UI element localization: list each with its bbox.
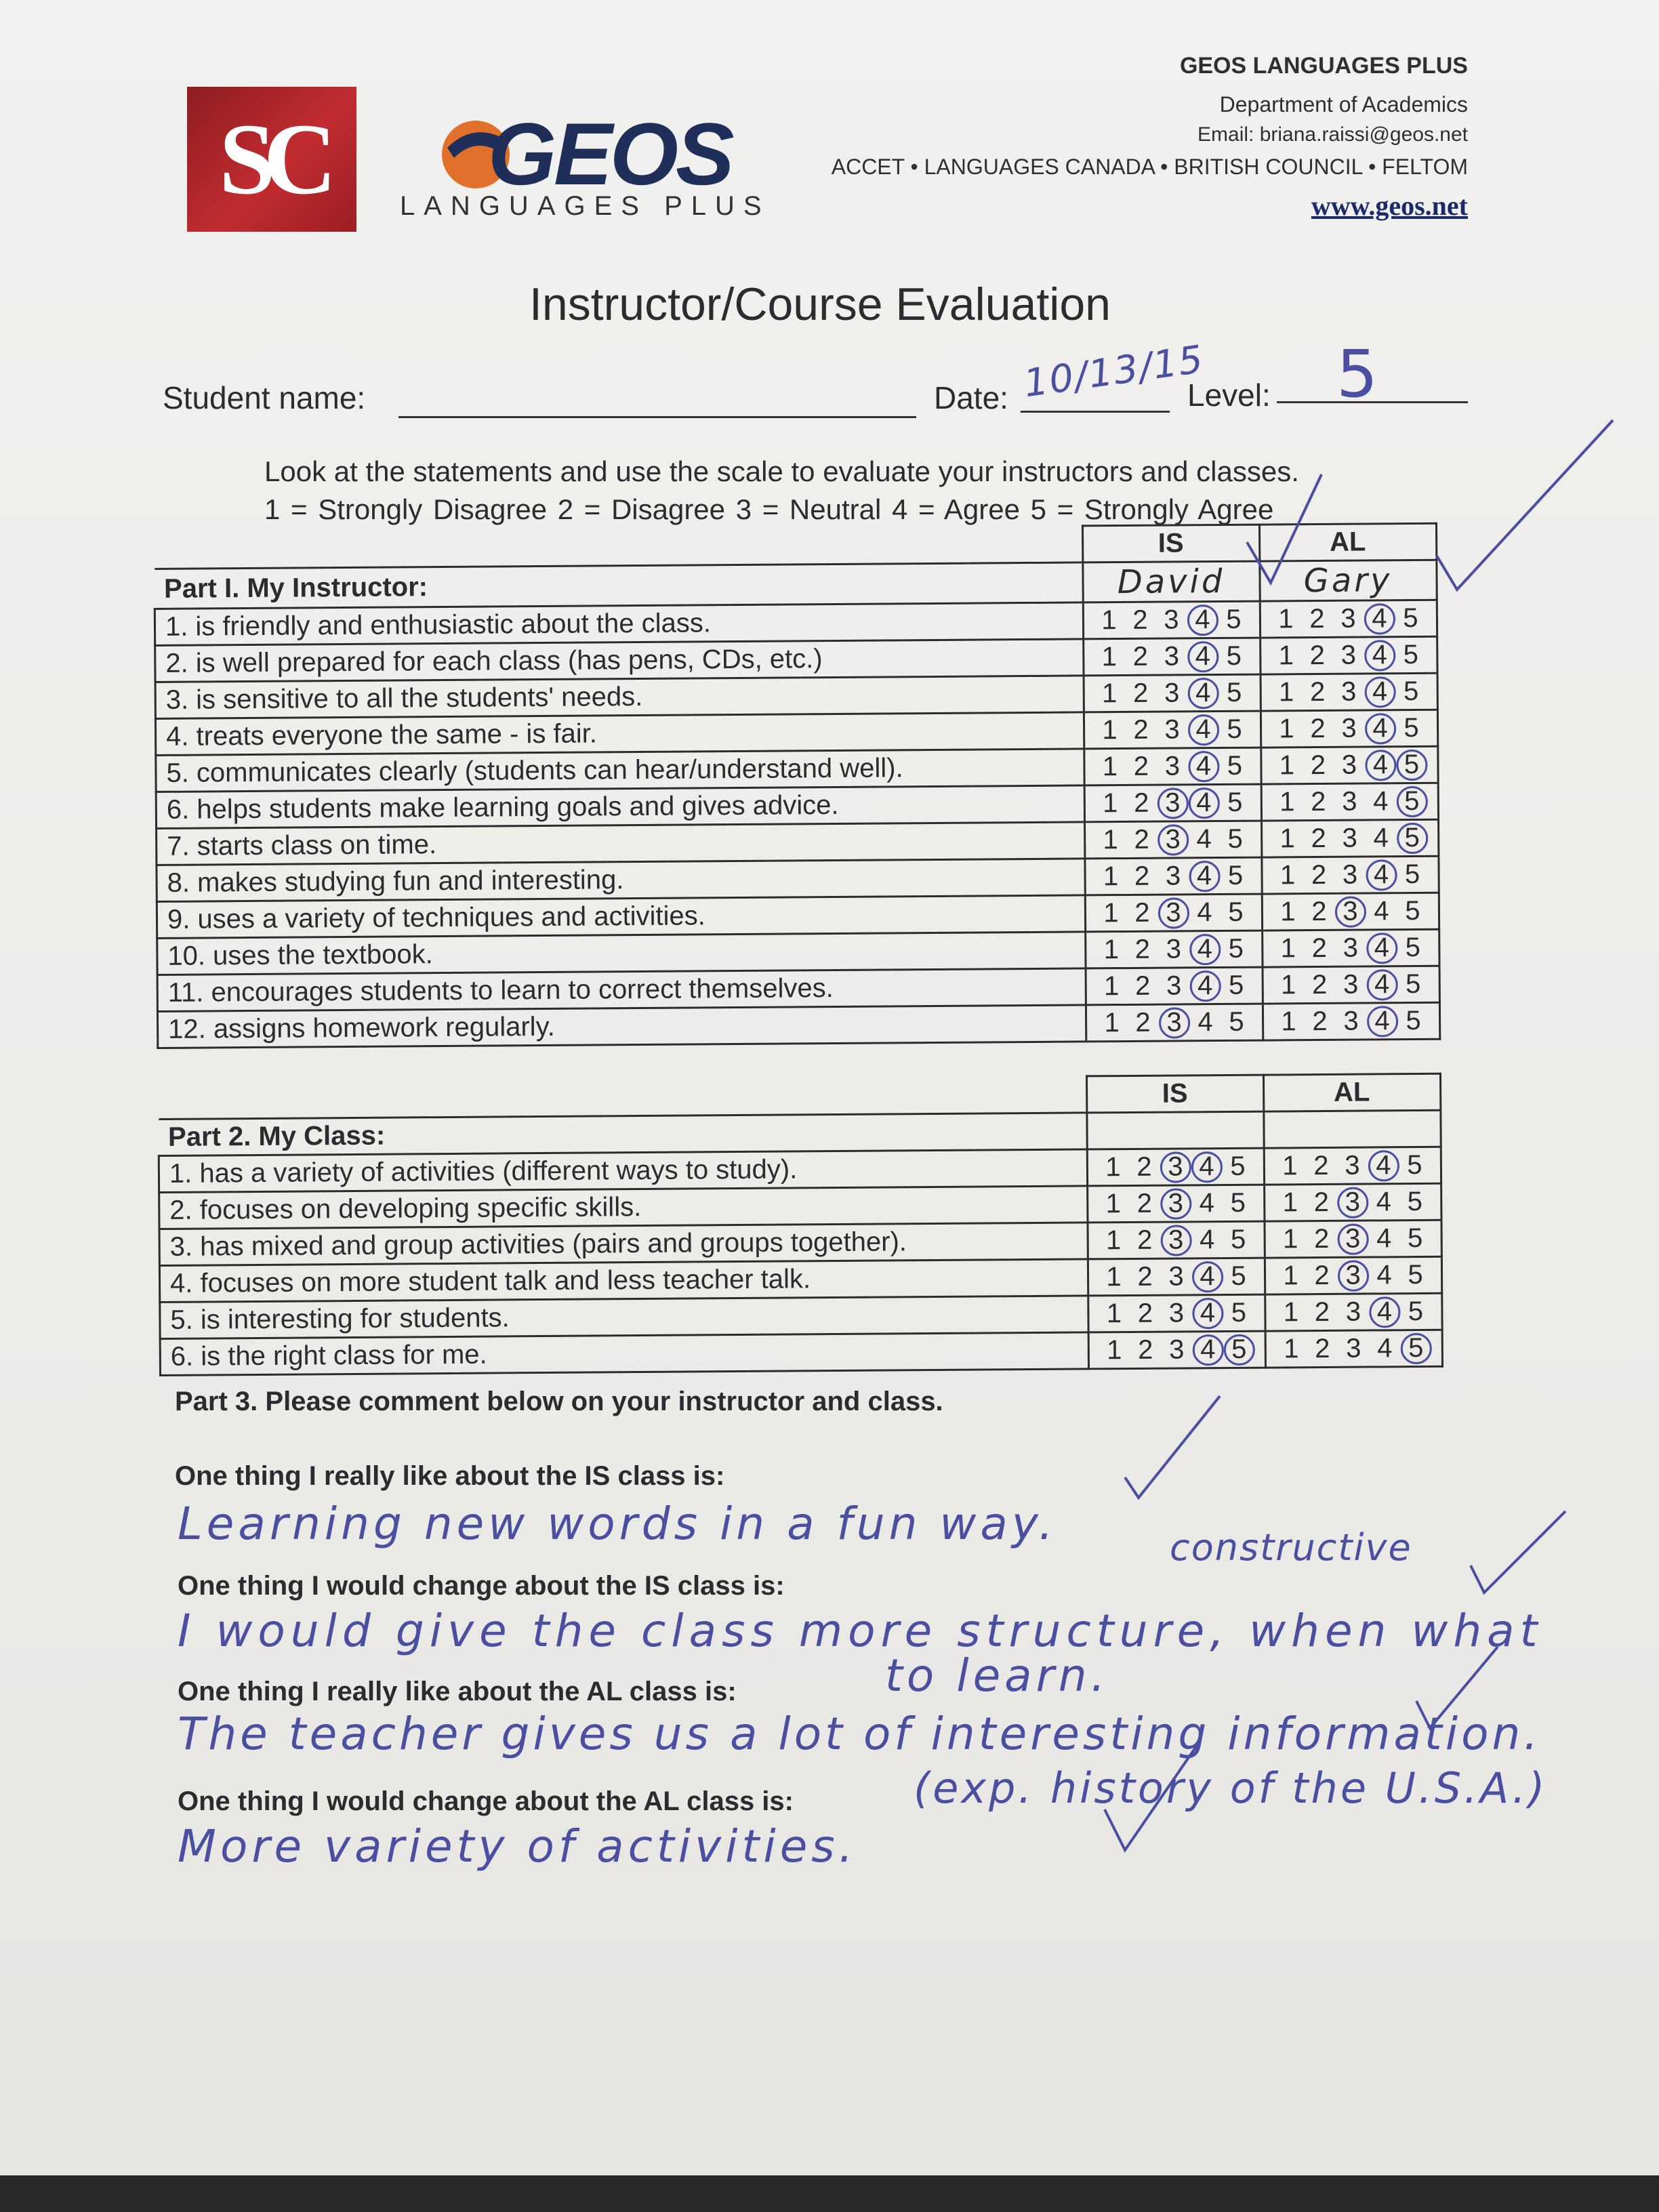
rating-option[interactable]: 5 bbox=[1405, 895, 1420, 926]
rating-option[interactable]: 5 bbox=[1403, 639, 1419, 670]
al-rating[interactable] bbox=[1261, 746, 1437, 784]
checkmark-icon bbox=[1111, 1382, 1274, 1504]
level-value: 5 bbox=[1336, 336, 1382, 412]
statement-label: 3. has mixed and group activities (pairs and groups together). bbox=[159, 1223, 1088, 1266]
rating-option[interactable]: 1 bbox=[1279, 860, 1296, 890]
statement-label: 9. uses a variety of techniques and activities. bbox=[157, 895, 1085, 939]
rating-option[interactable]: 2 bbox=[1314, 1260, 1330, 1291]
checkmark-icon bbox=[1233, 393, 1640, 596]
rating-option[interactable]: 2 bbox=[1312, 1006, 1328, 1037]
rating-option[interactable]: 5 bbox=[1228, 897, 1244, 927]
rating-option[interactable]: 5 bbox=[1230, 1224, 1246, 1254]
rating-option[interactable]: 2 bbox=[1311, 823, 1326, 854]
circled-rating[interactable]: 4 bbox=[1191, 1261, 1223, 1292]
rating-option[interactable]: 5 bbox=[1407, 1149, 1422, 1181]
column-is-header: IS bbox=[1086, 1075, 1263, 1113]
rating-option[interactable]: 1 bbox=[1278, 640, 1294, 671]
statement-label: 6. is the right class for me. bbox=[160, 1332, 1088, 1376]
statement-label: 4. treats everyone the same - is fair. bbox=[155, 712, 1084, 756]
is-rating[interactable] bbox=[1084, 674, 1261, 712]
answer-4[interactable]: More variety of activities. bbox=[178, 1820, 857, 1872]
rating-option[interactable]: 3 bbox=[1342, 823, 1357, 853]
rating-option[interactable]: 3 bbox=[1169, 1334, 1185, 1365]
rating-option[interactable]: 1 bbox=[1279, 787, 1295, 817]
answer-3-note: (exp. history of the U.S.A.) bbox=[914, 1763, 1548, 1813]
rating-option[interactable]: 3 bbox=[1166, 934, 1182, 964]
rating-option[interactable]: 3 bbox=[1164, 751, 1181, 781]
department: Department of Academics bbox=[1219, 92, 1468, 117]
al-rating[interactable] bbox=[1261, 856, 1438, 894]
rating-option[interactable]: 2 bbox=[1136, 1225, 1153, 1255]
rating-option[interactable]: 1 bbox=[1103, 971, 1120, 1002]
al-rating[interactable] bbox=[1261, 783, 1438, 821]
rating-option[interactable]: 1 bbox=[1105, 1189, 1122, 1219]
statement-label: 2. focuses on developing specific skills. bbox=[159, 1186, 1088, 1229]
rating-option[interactable]: 1 bbox=[1282, 1224, 1298, 1254]
al-rating[interactable] bbox=[1265, 1293, 1441, 1331]
rating-option[interactable]: 3 bbox=[1341, 713, 1357, 743]
al-rating[interactable] bbox=[1261, 710, 1437, 747]
circled-rating[interactable]: 5 bbox=[1396, 750, 1427, 780]
rating-option[interactable]: 1 bbox=[1101, 605, 1117, 636]
rating-option[interactable]: 1 bbox=[1279, 823, 1295, 854]
sc-logo: SC bbox=[187, 87, 356, 232]
rating-option[interactable]: 3 bbox=[1164, 605, 1179, 635]
rating-option[interactable]: 1 bbox=[1278, 604, 1294, 634]
rating-option[interactable]: 1 bbox=[1284, 1334, 1299, 1364]
rating-option[interactable]: 5 bbox=[1403, 602, 1418, 634]
rating-option[interactable]: 3 bbox=[1168, 1298, 1185, 1328]
is-rating[interactable] bbox=[1085, 930, 1262, 968]
header-spacer bbox=[155, 526, 1083, 569]
rating-option[interactable]: 5 bbox=[1227, 714, 1242, 744]
rating-option[interactable]: 3 bbox=[1343, 1006, 1359, 1036]
is-rating[interactable] bbox=[1085, 894, 1262, 932]
scale-legend: 1 = Strongly Disagree 2 = Disagree 3 = Neutral 4 = Agree 5 = Strongly Agree bbox=[264, 493, 1274, 525]
rating-option[interactable]: 2 bbox=[1134, 934, 1151, 964]
al-rating[interactable] bbox=[1261, 673, 1437, 711]
circled-rating[interactable]: 4 bbox=[1187, 605, 1218, 635]
is-rating[interactable] bbox=[1084, 857, 1261, 895]
circled-rating[interactable]: 4 bbox=[1189, 934, 1221, 964]
al-rating[interactable] bbox=[1262, 929, 1439, 967]
is-rating[interactable] bbox=[1084, 821, 1261, 859]
rating-option[interactable]: 5 bbox=[1403, 676, 1419, 707]
circled-rating[interactable]: 4 bbox=[1368, 1150, 1399, 1181]
rating-option[interactable]: 2 bbox=[1132, 678, 1149, 708]
rating-option[interactable]: 1 bbox=[1283, 1261, 1298, 1291]
al-rating[interactable] bbox=[1263, 966, 1439, 1004]
date-field-line[interactable] bbox=[1021, 411, 1170, 413]
rating-option[interactable]: 3 bbox=[1342, 786, 1357, 817]
rating-option[interactable]: 1 bbox=[1103, 788, 1118, 819]
q3-label: One thing I really like about the AL class is: bbox=[178, 1677, 737, 1706]
circled-rating[interactable]: 3 bbox=[1160, 1151, 1191, 1182]
circled-rating[interactable]: 4 bbox=[1187, 714, 1218, 745]
rating-option[interactable]: 2 bbox=[1134, 861, 1150, 891]
rating-option[interactable]: 2 bbox=[1134, 970, 1151, 1001]
part-title: Part 2. My Class: bbox=[159, 1113, 1087, 1156]
student-name-field[interactable] bbox=[398, 416, 916, 418]
circled-rating[interactable]: 4 bbox=[1188, 787, 1219, 818]
rating-option[interactable]: 5 bbox=[1404, 859, 1420, 890]
rating-option[interactable]: 3 bbox=[1346, 1333, 1361, 1364]
statement-label: 1. is friendly and enthusiastic about the class. bbox=[155, 602, 1083, 646]
teacher-is-name bbox=[1086, 1111, 1263, 1149]
level-label: Level: bbox=[1187, 377, 1271, 413]
rating-option[interactable]: 2 bbox=[1135, 1007, 1151, 1038]
circled-rating[interactable]: 4 bbox=[1364, 640, 1395, 670]
al-rating[interactable] bbox=[1264, 1147, 1441, 1185]
rating-option[interactable]: 3 bbox=[1340, 640, 1357, 670]
rating-option[interactable]: 3 bbox=[1165, 861, 1181, 891]
circled-rating[interactable]: 3 bbox=[1157, 787, 1188, 818]
rating-option[interactable]: 2 bbox=[1136, 1151, 1152, 1182]
rating-option[interactable]: 4 bbox=[1373, 823, 1389, 853]
circled-rating[interactable]: 5 bbox=[1223, 1334, 1254, 1365]
form-title: Instructor/Course Evaluation bbox=[529, 279, 1111, 330]
circled-rating[interactable]: 4 bbox=[1366, 859, 1397, 890]
part-title: Part I. My Instructor: bbox=[155, 562, 1083, 609]
is-rating[interactable] bbox=[1083, 638, 1260, 676]
circled-rating[interactable]: 4 bbox=[1192, 1334, 1223, 1365]
rating-option[interactable]: 1 bbox=[1103, 825, 1118, 855]
column-al-header: AL bbox=[1259, 523, 1436, 561]
circled-rating[interactable]: 3 bbox=[1337, 1224, 1368, 1254]
answer-1[interactable]: Learning new words in a fun way. bbox=[178, 1498, 1057, 1550]
circled-rating[interactable]: 4 bbox=[1188, 751, 1219, 781]
is-rating[interactable] bbox=[1087, 1185, 1264, 1223]
rating-option[interactable]: 5 bbox=[1226, 604, 1242, 634]
rating-option[interactable]: 1 bbox=[1105, 1225, 1122, 1256]
rating-option[interactable]: 2 bbox=[1136, 1188, 1153, 1218]
circled-rating[interactable]: 3 bbox=[1160, 1188, 1191, 1218]
statement-label: 2. is well prepared for each class (has pens, CDs, etc.) bbox=[155, 639, 1084, 682]
circled-rating[interactable]: 5 bbox=[1400, 1333, 1431, 1364]
header-spacer bbox=[159, 1076, 1087, 1120]
rating-option[interactable]: 4 bbox=[1373, 786, 1389, 817]
rating-option[interactable]: 2 bbox=[1138, 1334, 1153, 1365]
al-rating[interactable] bbox=[1260, 636, 1437, 674]
q4-label: One thing I would change about the AL class is: bbox=[178, 1786, 794, 1816]
teacher-is-name: David bbox=[1082, 561, 1259, 602]
statement-label: 3. is sensitive to all the students' needs. bbox=[155, 676, 1084, 719]
rating-option[interactable]: 5 bbox=[1227, 860, 1244, 890]
rating-option[interactable]: 2 bbox=[1309, 676, 1326, 708]
rating-option[interactable]: 2 bbox=[1137, 1261, 1153, 1292]
rating-option[interactable]: 2 bbox=[1309, 640, 1326, 671]
answer-3[interactable]: The teacher gives us a lot of interesting information. bbox=[178, 1708, 1542, 1760]
circled-rating[interactable]: 4 bbox=[1187, 678, 1218, 708]
circled-rating[interactable]: 5 bbox=[1396, 786, 1427, 817]
rating-option[interactable]: 3 bbox=[1168, 1261, 1184, 1292]
circled-rating[interactable]: 4 bbox=[1192, 1298, 1223, 1328]
rating-option[interactable]: 4 bbox=[1196, 824, 1212, 855]
statement-label: 10. uses the textbook. bbox=[157, 932, 1086, 975]
rating-option[interactable]: 4 bbox=[1374, 896, 1389, 926]
rating-option[interactable]: 4 bbox=[1197, 1007, 1213, 1038]
checkmark-icon bbox=[1410, 1640, 1504, 1735]
rating-option[interactable]: 2 bbox=[1315, 1333, 1330, 1364]
is-rating[interactable] bbox=[1083, 601, 1260, 639]
rating-option[interactable]: 3 bbox=[1345, 1150, 1360, 1181]
rating-option[interactable]: 3 bbox=[1166, 970, 1182, 1001]
rating-option[interactable]: 1 bbox=[1279, 714, 1294, 744]
circled-rating[interactable]: 4 bbox=[1366, 969, 1397, 1000]
is-rating[interactable] bbox=[1088, 1294, 1265, 1332]
rating-option[interactable]: 3 bbox=[1340, 676, 1357, 707]
is-rating[interactable] bbox=[1087, 1221, 1264, 1259]
rating-option[interactable]: 1 bbox=[1104, 1008, 1120, 1038]
circled-rating[interactable]: 3 bbox=[1158, 897, 1189, 928]
geos-logo-text: GEOS bbox=[488, 104, 732, 203]
circled-rating[interactable]: 5 bbox=[1397, 823, 1428, 853]
rating-option[interactable]: 1 bbox=[1103, 898, 1119, 928]
rating-option[interactable]: 5 bbox=[1404, 712, 1419, 743]
rating-option[interactable]: 3 bbox=[1164, 678, 1180, 708]
statement-label: 4. focuses on more student talk and less teacher talk. bbox=[159, 1259, 1088, 1303]
rating-option[interactable]: 2 bbox=[1309, 603, 1325, 634]
circled-rating[interactable]: 4 bbox=[1187, 641, 1218, 672]
answer-2-line2[interactable]: to learn. bbox=[885, 1650, 1109, 1702]
circled-rating[interactable]: 3 bbox=[1337, 1187, 1368, 1218]
rating-option[interactable]: 2 bbox=[1311, 859, 1327, 890]
statement-label: 6. helps students make learning goals and gives advice. bbox=[156, 785, 1084, 829]
rating-option[interactable]: 4 bbox=[1199, 1225, 1215, 1255]
rating-option[interactable]: 3 bbox=[1164, 641, 1180, 672]
rating-option[interactable]: 1 bbox=[1279, 750, 1295, 781]
rating-option[interactable]: 2 bbox=[1311, 896, 1327, 927]
rating-option[interactable]: 1 bbox=[1102, 752, 1118, 782]
email: Email: briana.raissi@geos.net bbox=[1197, 123, 1468, 146]
rating-option[interactable]: 4 bbox=[1199, 1188, 1215, 1218]
rating-option[interactable]: 2 bbox=[1133, 714, 1149, 745]
rating-option[interactable]: 2 bbox=[1310, 750, 1326, 781]
is-rating[interactable] bbox=[1086, 1004, 1263, 1042]
rating-option[interactable]: 2 bbox=[1311, 786, 1326, 817]
rating-option[interactable]: 5 bbox=[1407, 1223, 1423, 1254]
is-rating[interactable] bbox=[1084, 711, 1261, 749]
date-label: Date: bbox=[934, 380, 1008, 415]
circled-rating[interactable]: 4 bbox=[1364, 676, 1395, 707]
al-rating[interactable] bbox=[1265, 1256, 1441, 1294]
is-rating[interactable] bbox=[1086, 967, 1263, 1005]
rating-option[interactable]: 5 bbox=[1228, 970, 1244, 1000]
rating-option[interactable]: 2 bbox=[1311, 969, 1328, 1000]
rating-option[interactable]: 3 bbox=[1343, 969, 1359, 1000]
rating-option[interactable]: 5 bbox=[1227, 750, 1243, 781]
rating-option[interactable]: 1 bbox=[1280, 933, 1296, 964]
statement-label: 11. encourages students to learn to correct themselves. bbox=[157, 968, 1086, 1012]
rating-option[interactable]: 4 bbox=[1377, 1333, 1393, 1364]
rating-option[interactable]: 5 bbox=[1231, 1297, 1247, 1328]
rating-option[interactable]: 1 bbox=[1282, 1151, 1298, 1181]
rating-option[interactable]: 5 bbox=[1405, 968, 1421, 1000]
circled-rating[interactable]: 4 bbox=[1365, 750, 1396, 780]
rating-option[interactable]: 5 bbox=[1231, 1261, 1246, 1291]
teacher-al-name bbox=[1263, 1110, 1440, 1148]
rating-option[interactable]: 2 bbox=[1313, 1150, 1329, 1181]
rating-option[interactable]: 1 bbox=[1101, 642, 1118, 672]
rating-option[interactable]: 5 bbox=[1230, 1151, 1246, 1181]
column-al-header: AL bbox=[1263, 1073, 1440, 1111]
geos-logo-subtitle: LANGUAGES PLUS bbox=[400, 191, 771, 221]
rating-option[interactable]: 1 bbox=[1280, 897, 1296, 927]
statement-label: 5. is interesting for students. bbox=[160, 1296, 1088, 1339]
accreditations: ACCET • LANGUAGES CANADA • BRITISH COUNCIL • FELTOM bbox=[831, 155, 1468, 179]
rating-option[interactable]: 5 bbox=[1407, 1186, 1423, 1217]
is-rating[interactable] bbox=[1087, 1148, 1264, 1186]
is-rating[interactable] bbox=[1084, 747, 1261, 785]
rating-option[interactable]: 4 bbox=[1376, 1223, 1392, 1254]
rating-option[interactable]: 1 bbox=[1103, 935, 1120, 965]
rating-option[interactable]: 1 bbox=[1107, 1335, 1122, 1366]
rating-option[interactable]: 2 bbox=[1311, 933, 1328, 964]
al-rating[interactable] bbox=[1265, 1330, 1442, 1368]
q1-label: One thing I really like about the IS class is: bbox=[175, 1461, 725, 1491]
rating-option[interactable]: 1 bbox=[1278, 677, 1294, 708]
rating-option[interactable]: 5 bbox=[1406, 1005, 1421, 1036]
circled-rating[interactable]: 3 bbox=[1158, 1007, 1189, 1038]
rating-option[interactable]: 1 bbox=[1106, 1262, 1122, 1292]
answer-2-insert: constructive bbox=[1170, 1526, 1412, 1569]
al-rating[interactable] bbox=[1264, 1183, 1441, 1221]
rating-option[interactable]: 5 bbox=[1228, 933, 1244, 964]
circled-rating[interactable]: 4 bbox=[1366, 933, 1397, 963]
circled-rating[interactable]: 3 bbox=[1334, 897, 1366, 927]
rating-option[interactable]: 3 bbox=[1342, 859, 1358, 890]
part2-table bbox=[157, 1073, 1443, 1376]
instructions: Look at the statements and use the scale to evaluate your instructors and classes. bbox=[264, 455, 1299, 487]
statement-label: 1. has a variety of activities (different ways to study). bbox=[159, 1149, 1087, 1193]
checkmark-icon bbox=[1098, 1735, 1206, 1857]
circled-rating[interactable]: 3 bbox=[1337, 1261, 1368, 1291]
circled-rating[interactable]: 4 bbox=[1191, 1151, 1222, 1182]
circled-rating[interactable]: 4 bbox=[1366, 1006, 1397, 1036]
date-value: 10/13/15 bbox=[1021, 337, 1207, 407]
answer-2-line1[interactable]: I would give the class more structure, when what bbox=[178, 1605, 1543, 1657]
rating-option[interactable]: 2 bbox=[1132, 605, 1148, 635]
rating-option[interactable]: 2 bbox=[1314, 1296, 1330, 1328]
rating-option[interactable]: 3 bbox=[1343, 933, 1359, 963]
rating-option[interactable]: 2 bbox=[1134, 897, 1150, 928]
rating-option[interactable]: 5 bbox=[1230, 1187, 1246, 1218]
rating-option[interactable]: 2 bbox=[1133, 751, 1149, 781]
circled-rating[interactable]: 3 bbox=[1158, 824, 1189, 855]
al-rating[interactable] bbox=[1261, 819, 1438, 857]
column-is-header: IS bbox=[1082, 525, 1259, 562]
rating-option[interactable]: 3 bbox=[1340, 603, 1356, 634]
rating-option[interactable]: 2 bbox=[1137, 1298, 1153, 1328]
rating-option[interactable]: 5 bbox=[1229, 1006, 1244, 1037]
rating-option[interactable]: 5 bbox=[1226, 677, 1242, 708]
rating-option[interactable]: 1 bbox=[1101, 678, 1118, 709]
rating-option[interactable]: 1 bbox=[1102, 715, 1118, 745]
is-rating[interactable] bbox=[1088, 1331, 1265, 1369]
rating-option[interactable]: 2 bbox=[1310, 713, 1326, 744]
org-name: GEOS LANGUAGES PLUS bbox=[1179, 53, 1468, 79]
rating-option[interactable]: 5 bbox=[1226, 640, 1242, 671]
statement-label: 12. assigns homework regularly. bbox=[157, 1005, 1086, 1048]
rating-option[interactable]: 3 bbox=[1164, 714, 1180, 745]
teacher-al-name: Gary bbox=[1259, 560, 1436, 601]
rating-option[interactable]: 1 bbox=[1281, 1006, 1296, 1037]
checkmark-icon bbox=[1464, 1504, 1572, 1599]
rating-option[interactable]: 2 bbox=[1132, 641, 1149, 672]
rating-option[interactable]: 5 bbox=[1405, 932, 1421, 963]
rating-option[interactable]: 2 bbox=[1313, 1223, 1330, 1254]
rating-option[interactable]: 5 bbox=[1227, 823, 1243, 854]
circled-rating[interactable]: 4 bbox=[1189, 970, 1221, 1001]
rating-option[interactable]: 2 bbox=[1134, 787, 1149, 818]
al-rating[interactable] bbox=[1260, 600, 1437, 638]
rating-option[interactable]: 4 bbox=[1376, 1260, 1392, 1290]
rating-option[interactable]: 1 bbox=[1106, 1298, 1122, 1329]
rating-option[interactable]: 4 bbox=[1376, 1187, 1392, 1217]
rating-option[interactable]: 5 bbox=[1227, 787, 1243, 817]
rating-option[interactable]: 1 bbox=[1283, 1297, 1299, 1328]
rating-option[interactable]: 1 bbox=[1280, 970, 1296, 1000]
q2-label: One thing I would change about the IS class is: bbox=[178, 1571, 785, 1601]
statement-label: 8. makes studying fun and interesting. bbox=[157, 859, 1085, 902]
part1-table bbox=[153, 523, 1441, 1049]
circled-rating[interactable]: 4 bbox=[1364, 713, 1395, 743]
is-rating[interactable] bbox=[1088, 1258, 1265, 1296]
is-rating[interactable] bbox=[1084, 784, 1261, 822]
al-rating[interactable] bbox=[1264, 1220, 1441, 1258]
rating-option[interactable]: 5 bbox=[1408, 1259, 1423, 1290]
rating-option[interactable]: 1 bbox=[1282, 1187, 1298, 1218]
rating-option[interactable]: 1 bbox=[1105, 1152, 1121, 1183]
al-rating[interactable] bbox=[1262, 893, 1439, 930]
circled-rating[interactable]: 3 bbox=[1160, 1225, 1191, 1255]
statement-label: 7. starts class on time. bbox=[157, 822, 1085, 865]
statement-label: 5. communicates clearly (students can hear/understand well). bbox=[156, 749, 1084, 792]
al-rating[interactable] bbox=[1263, 1002, 1439, 1040]
rating-option[interactable]: 1 bbox=[1103, 861, 1119, 892]
circled-rating[interactable]: 4 bbox=[1189, 861, 1220, 891]
rating-option[interactable]: 3 bbox=[1341, 750, 1357, 780]
rating-option[interactable]: 2 bbox=[1134, 824, 1149, 855]
rating-option[interactable]: 5 bbox=[1408, 1296, 1424, 1327]
website-link[interactable]: www.geos.net bbox=[1311, 190, 1468, 221]
rating-option[interactable]: 4 bbox=[1197, 897, 1212, 928]
rating-option[interactable]: 2 bbox=[1313, 1187, 1330, 1218]
circled-rating[interactable]: 4 bbox=[1369, 1296, 1400, 1327]
part3-title: Part 3. Please comment below on your instructor and class. bbox=[175, 1387, 943, 1416]
student-name-label: Student name: bbox=[163, 380, 366, 415]
rating-option[interactable]: 3 bbox=[1345, 1296, 1361, 1327]
circled-rating[interactable]: 4 bbox=[1364, 603, 1395, 634]
